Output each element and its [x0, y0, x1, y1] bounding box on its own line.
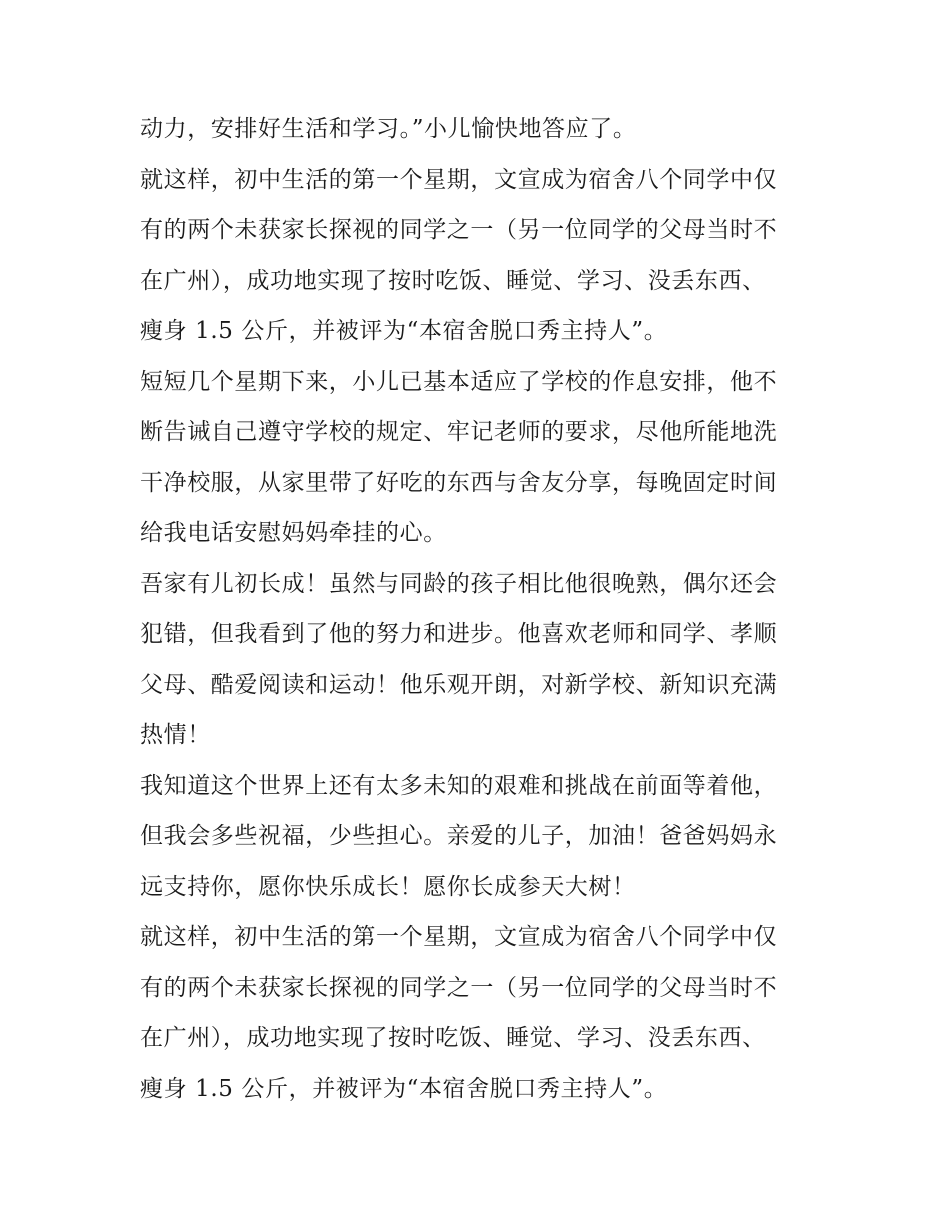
- text-line: 吾家有儿初长成！虽然与同龄的孩子相比他很晚熟，偶尔还会: [140, 570, 778, 597]
- text-line: 但我会多些祝福，少些担心。亲爱的儿子，加油！爸爸妈妈永: [140, 823, 778, 849]
- text-line: 父母、酷爱阅读和运动！他乐观开朗，对新学校、新知识充满: [140, 671, 778, 698]
- text-line: 在广州），成功地实现了按时吃饭、睡觉、学习、没丢东西、: [140, 267, 766, 294]
- text-line: 短短几个星期下来，小儿已基本适应了学校的作息安排，他不: [140, 368, 778, 395]
- text-line: 远支持你，愿你快乐成长！愿你长成参天大树！: [140, 873, 636, 900]
- text-line: 犯错，但我看到了他的努力和进步。他喜欢老师和同学、孝顺: [140, 621, 778, 647]
- body-text: [140, 104, 820, 1114]
- text-line: 就这样，初中生活的第一个星期，文宣成为宿舍八个同学中仅: [140, 924, 778, 950]
- text-line: 热情！: [140, 722, 211, 748]
- text-line: 动力，安排好生活和学习。”小儿愉快地答应了。: [140, 116, 637, 142]
- text-line: 给我电话安慰妈妈牵挂的心。: [140, 520, 447, 546]
- text-line: 在广州），成功地实现了按时吃饭、睡觉、学习、没丢东西、: [140, 1025, 766, 1051]
- text-line: 就这样，初中生活的第一个星期，文宣成为宿舍八个同学中仅: [140, 166, 778, 193]
- text-line: 瘦身 1.5 公斤，并被评为“本宿舍脱口秀主持人”。: [140, 318, 668, 344]
- text-line: 瘦身 1.5 公斤，并被评为“本宿舍脱口秀主持人”。: [140, 1075, 668, 1102]
- text-line: 干净校服，从家里带了好吃的东西与舍友分享，每晚固定时间: [140, 469, 778, 496]
- text-line: 断告诫自己遵守学校的规定、牢记老师的要求，尽他所能地洗: [140, 419, 778, 445]
- text-line: 我知道这个世界上还有太多未知的艰难和挑战在前面等着他，: [140, 772, 778, 799]
- text-line: 有的两个未获家长探视的同学之一（另一位同学的父母当时不: [140, 217, 778, 243]
- text-line: 有的两个未获家长探视的同学之一（另一位同学的父母当时不: [140, 974, 778, 1001]
